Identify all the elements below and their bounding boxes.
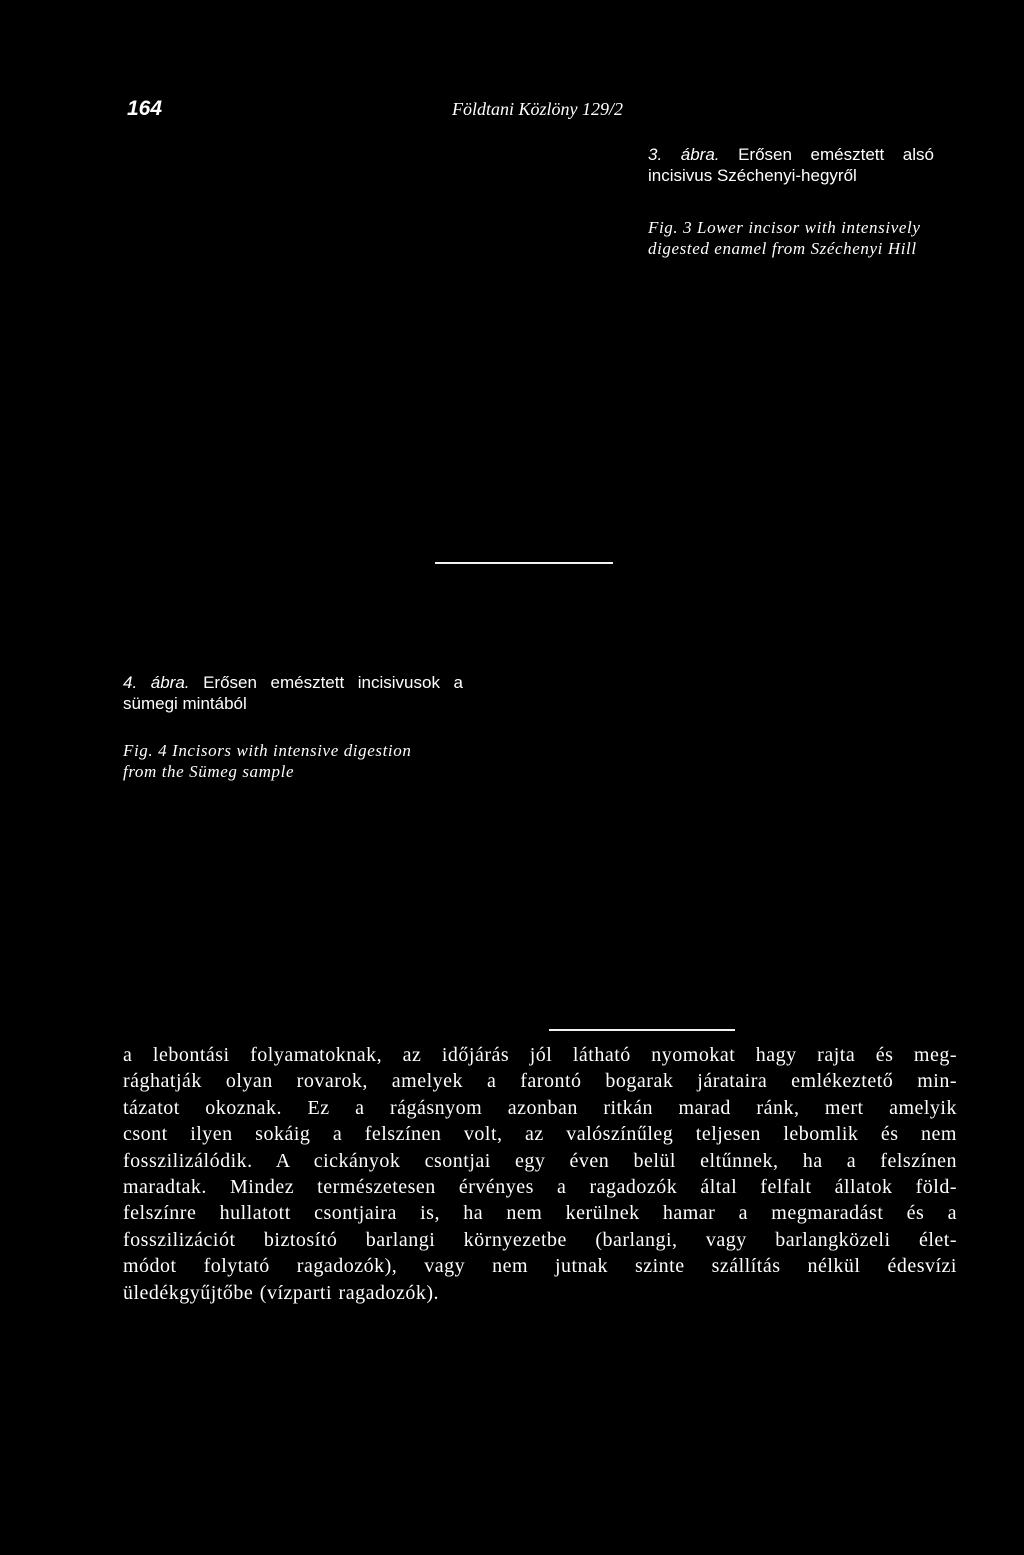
- body-line: üledékgyűjtőbe (vízparti ragadozók).: [123, 1281, 439, 1304]
- body-line: maradtak. Mindez természetesen érvényes a ragadozók által felfalt állatok föld-: [123, 1176, 957, 1199]
- figure-4-caption-text: Erősen emésztett incisivusok a sümegi mintából: [123, 673, 463, 713]
- body-line: tázatot okoznak. Ez a rágásnyom azonban ritkán marad ránk, mert amelyik: [123, 1096, 957, 1119]
- body-line: fosszilizációt biztosító barlangi környezetbe (barlangi, vagy barlangközeli élet-: [123, 1228, 957, 1251]
- body-line: rághatják olyan rovarok, amelyek a farontó bogarak járataira emlékeztető min-: [123, 1070, 957, 1093]
- figure-divider-rule: [435, 562, 613, 564]
- figure-3-label: 3. ábra.: [648, 145, 720, 164]
- body-line: módot folytató ragadozók), vagy nem jutnak szinte szállítás nélkül édesvízi: [123, 1255, 957, 1278]
- figure-4-caption-english: Fig. 4 Incisors with intensive digestion from the Sümeg sample: [123, 741, 412, 781]
- figure-4-label: 4. ábra.: [123, 673, 190, 692]
- body-line: csont ilyen sokáig a felszínen volt, az valószínűleg teljesen lebomlik és nem: [123, 1123, 957, 1146]
- body-paragraph: [123, 1042, 957, 1306]
- figure-3-caption-hungarian: [648, 144, 934, 186]
- figure-4-caption-hungarian: [123, 672, 463, 714]
- body-line: a lebontási folyamatoknak, az időjárás jól látható nyomokat hagy rajta és meg-: [123, 1044, 957, 1066]
- page-number: 164: [127, 97, 163, 120]
- text-divider-rule: [549, 1029, 735, 1031]
- body-line: felszínre hullatott csontjaira is, ha nem kerülnek hamar a megmaradást és a: [123, 1202, 957, 1225]
- body-line: fosszilizálódik. A cickányok csontjai egy éven belül eltűnnek, ha a felszínen: [123, 1149, 957, 1172]
- figure-3-caption-english: Fig. 3 Lower incisor with intensively digested enamel from Széchenyi Hill: [648, 218, 921, 258]
- running-header: Földtani Közlöny 129/2: [452, 99, 623, 119]
- figure-3-caption-text: Erősen emésztett alsó incisivus Széchenyi-hegyről: [648, 145, 934, 185]
